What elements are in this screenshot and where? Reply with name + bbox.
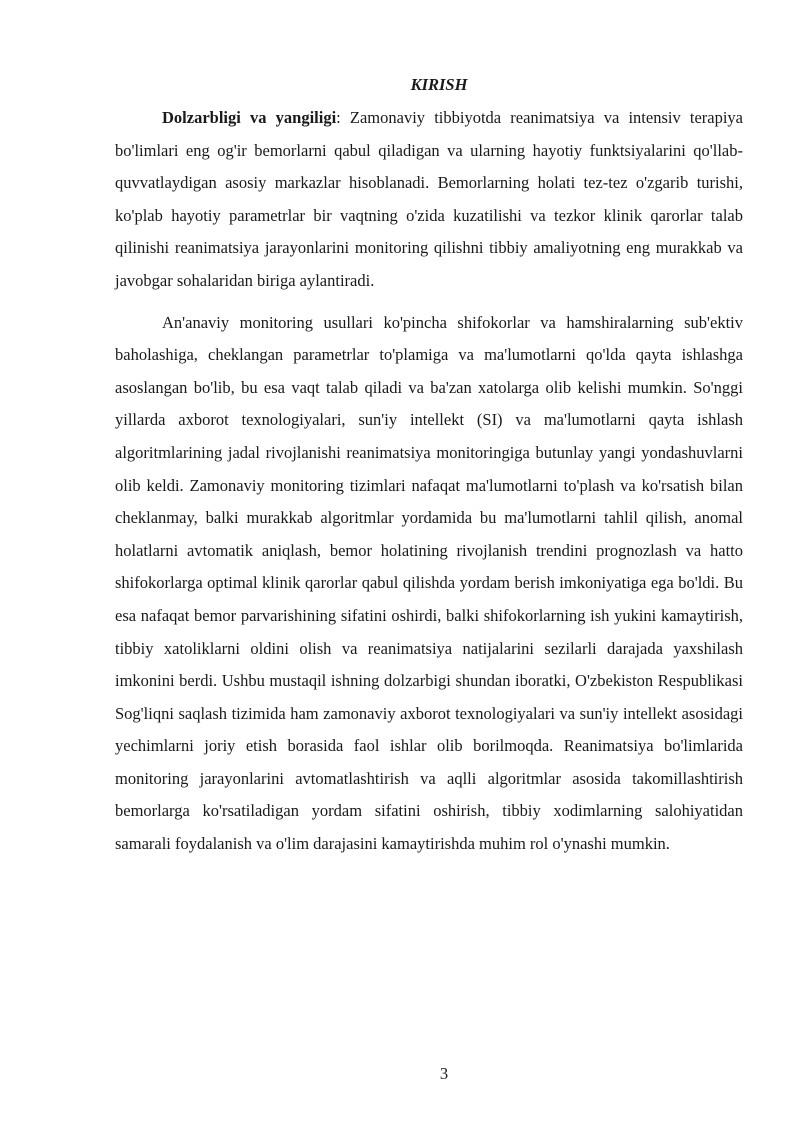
section-title: KIRISH [410, 75, 468, 94]
paragraph-1-lead: Dolzarbligi va yangiligi [162, 108, 337, 127]
page-number: 3 [439, 1064, 449, 1083]
paragraph-2: An'anaviy monitoring usullari ko'pincha shifokorlar va hamshiralarning sub'ektiv baholashiga, cheklangan parametrlar to'plamiga va ma'lumotlarni qo'lda qayta ishlashga asoslangan bo'lib, bu esa vaqt talab qiladi va ba'zan xatolarga olib kelishi mumkin. So'nggi yillarda axborot texnologiyalari, sun'iy intellekt (SI) va ma'lumotlarni qayta ishlash algoritmlarining jadal rivojlanishi reanimatsiya monitoringiga butunlay yangi yondashuvlarni olib keldi. Zamonaviy monitoring tizimlari nafaqat ma'lumotlarni to'plash va ko'rsatish bilan cheklanmay, balki murakkab algoritmlar yordamida bu ma'lumotlarni tahlil qilish, anomal holatlarni avtomatik aniqlash, bemor holatining rivojlanish trendini prognozlash va hatto shifokorlarga optimal klinik qarorlar qabul qilishda yordam berish imkoniyatiga ega bo'ldi. Bu esa nafaqat bemor parvarishining sifatini oshirdi, balki shifokorlarning ish yukini kamaytirish, tibbiy xatoliklarni oldini olish va reanimatsiya natijalarini sezilarli darajada yaxshilash imkonini berdi. Ushbu mustaqil ishning dolzarbigi shundan iboratki, O'zbekiston Respublikasi Sog'liqni saqlash tizimida ham zamonaviy axborot texnologiyalari va sun'iy intellekt asosidagi yechimlarni joriy etish borasida faol ishlar olib borilmoqda. Reanimatsiya bo'limlarida monitoring jarayonlarini avtomatlashtirish va aqlli algoritmlar asosida takomillashtirish bemorlarga ko'rsatiladigan yordam sifatini oshirish, tibbiy xodimlarning salohiyatidan samarali foydalanish va o'lim darajasini kamaytirishda muhim rol o'ynashi mumkin. [115, 312, 743, 854]
section-title-container [0, 75, 800, 95]
paragraph-1-colon: : [336, 108, 341, 127]
paragraph-1-text: Zamonaviy tibbiyotda reanimatsiya va intensiv terapiya bo'limlari eng og'ir bemorlarni qabul qiladigan va ularning hayotiy funktsiyalarini qo'llab-quvvatlaydigan asosiy markazlar hisoblanadi. Bemorlarning holati tez-tez o'zgarib turishi, ko'plab hayotiy parametrlar bir vaqtning o'zida kuzatilishi va tezkor klinik qarorlar talab qilinishi reanimatsiya jarayonlarini monitoring qilishni tibbiy amaliyotning eng murakkab va javobgar sohalaridan biriga aylantiradi. [115, 108, 743, 290]
document-body [115, 102, 743, 861]
paragraph-1 [115, 102, 743, 298]
